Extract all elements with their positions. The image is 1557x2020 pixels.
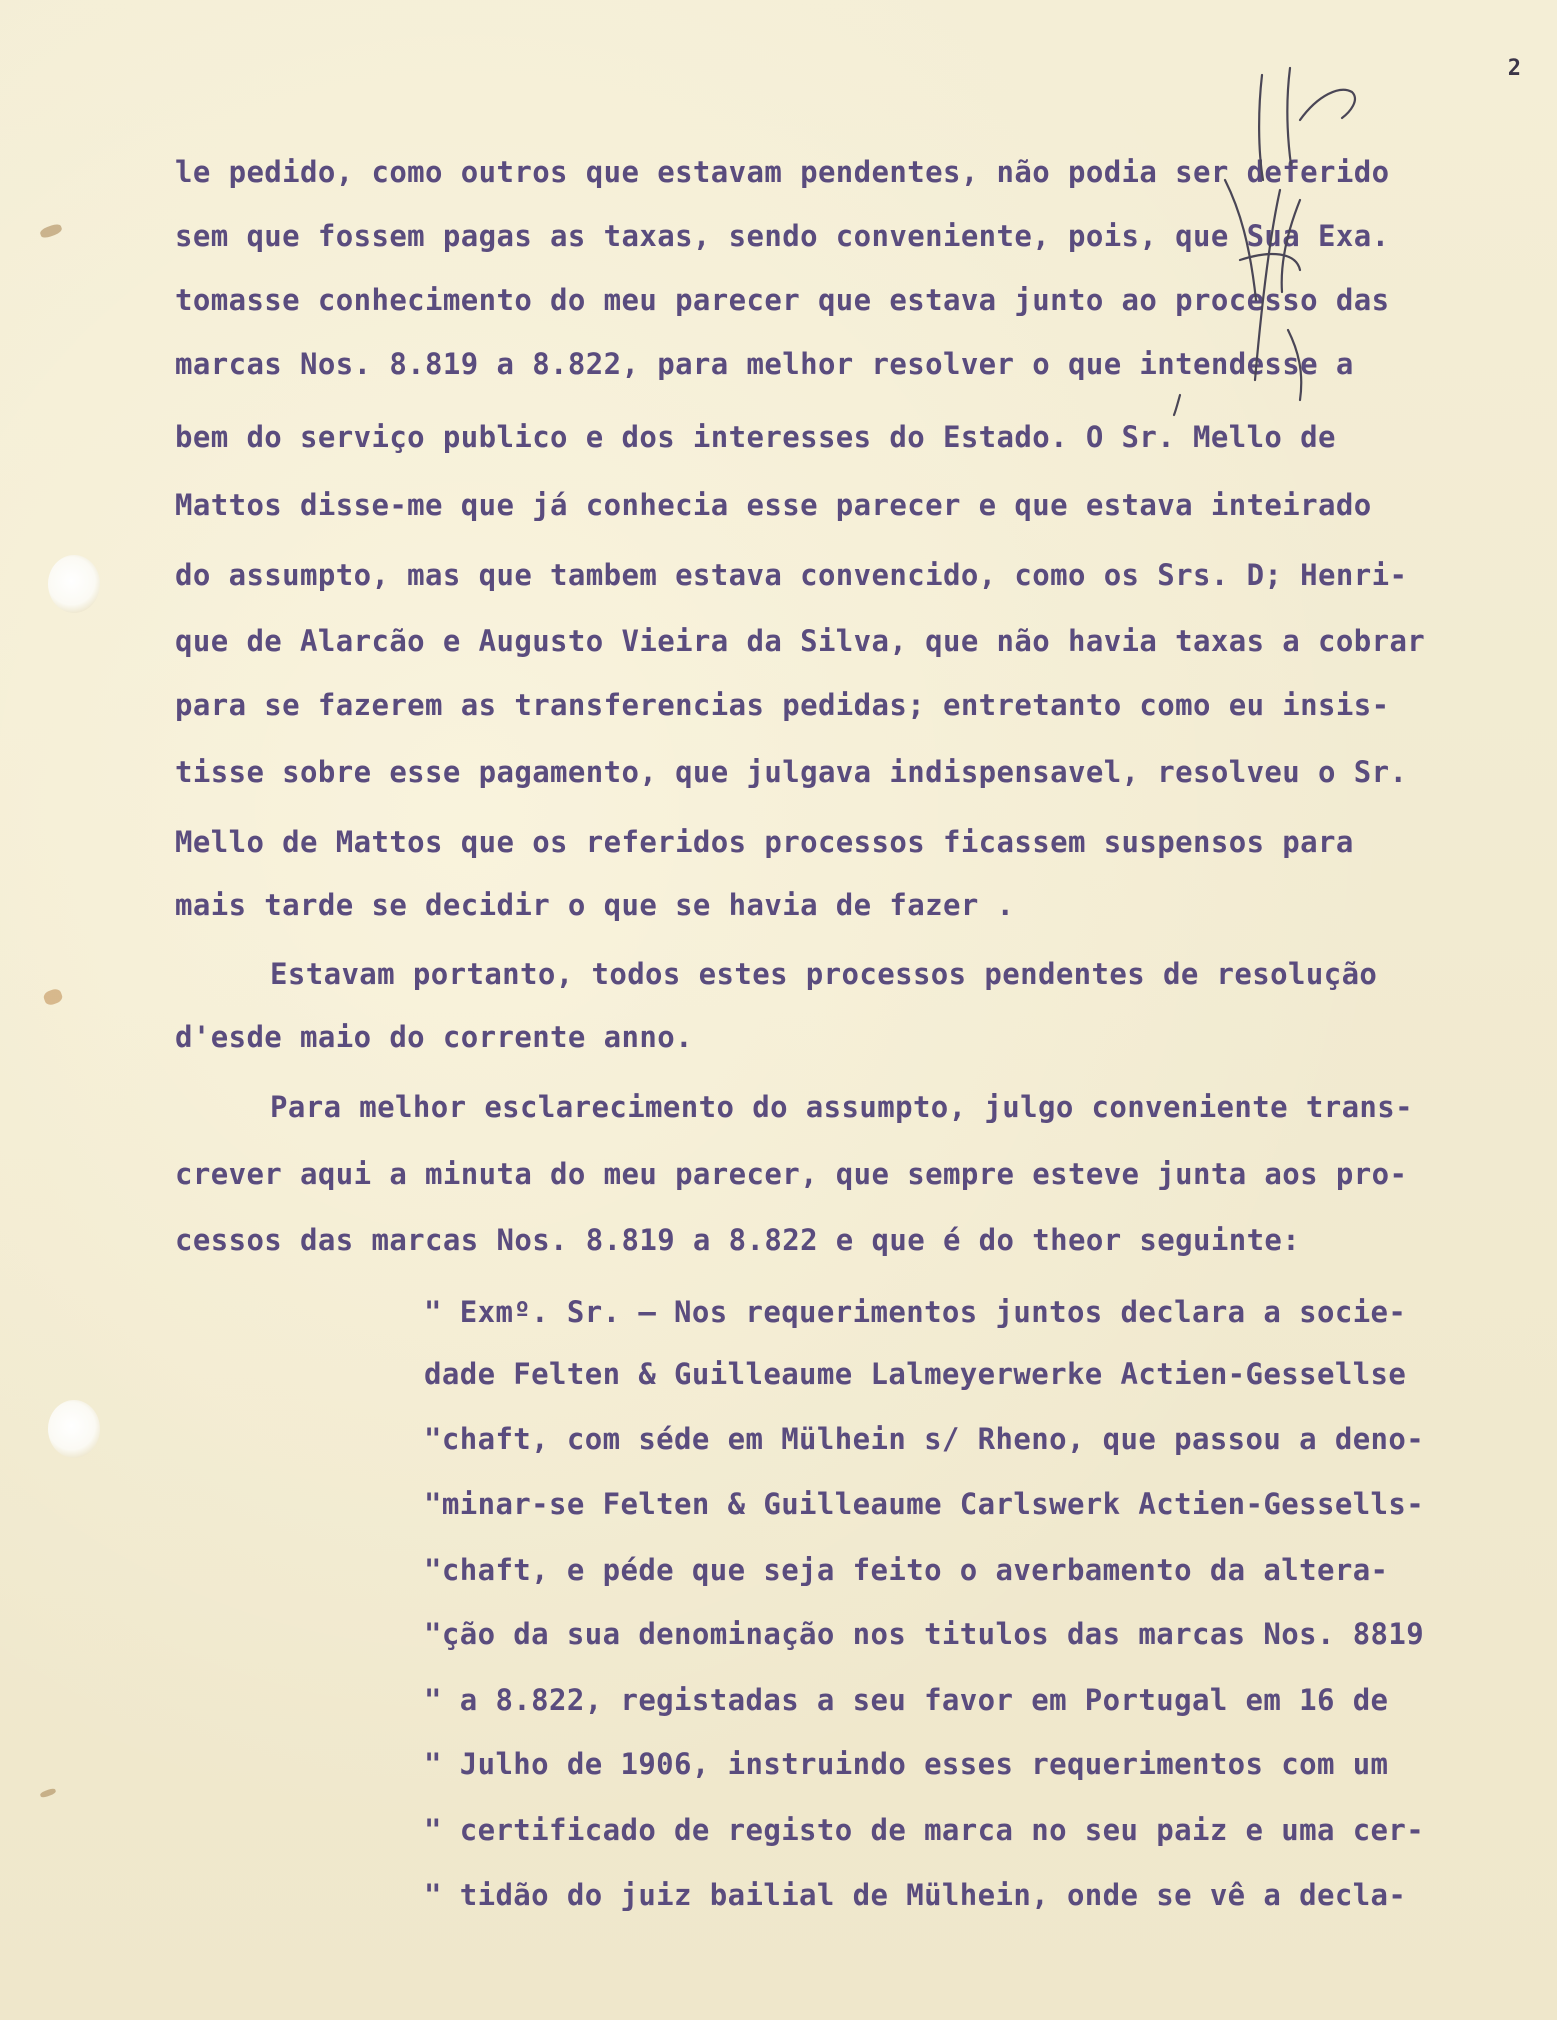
text-line: para se fazerem as transferencias pedidas; entretanto como eu insis- — [175, 688, 1390, 722]
text-line: crever aqui a minuta do meu parecer, que sempre esteve junta aos pro- — [175, 1157, 1408, 1191]
text-line: " Exmº. Sr. — Nos requerimentos juntos declara a socie- — [424, 1295, 1407, 1329]
text-line: tisse sobre esse pagamento, que julgava indispensavel, resolveu o Sr. — [175, 755, 1408, 789]
text-line: " tidão do juiz bailial de Mülhein, onde se vê a decla- — [424, 1878, 1407, 1912]
text-line: do assumpto, mas que tambem estava convencido, como os Srs. D; Henri- — [175, 558, 1408, 592]
text-line: " certificado de registo de marca no seu paiz e uma cer- — [424, 1813, 1425, 1847]
text-line: Mello de Mattos que os referidos processos ficassem suspensos para — [175, 825, 1354, 859]
text-line: Para melhor esclarecimento do assumpto, julgo conveniente trans- — [270, 1090, 1414, 1124]
text-line: marcas Nos. 8.819 a 8.822, para melhor resolver o que intendesse a — [175, 347, 1354, 381]
text-line: cessos das marcas Nos. 8.819 a 8.822 e que é do theor seguinte: — [175, 1223, 1301, 1257]
text-line: "chaft, e péde que seja feito o averbamento da altera- — [424, 1553, 1389, 1587]
text-line: le pedido, como outros que estavam pendentes, não podia ser deferido — [175, 155, 1390, 189]
text-line: bem do serviço publico e dos interesses do Estado. O Sr. Mello de — [175, 420, 1336, 454]
text-line: "minar-se Felten & Guilleaume Carlswerk Actien-Gessells- — [424, 1487, 1425, 1521]
text-line: "ção da sua denominação nos titulos das marcas Nos. 8819 — [424, 1617, 1425, 1651]
text-line: que de Alarcão e Augusto Vieira da Silva, que não havia taxas a cobrar — [175, 624, 1426, 658]
text-line: tomasse conhecimento do meu parecer que estava junto ao processo das — [175, 283, 1390, 317]
page-number: 2 — [1507, 56, 1521, 81]
text-line: mais tarde se decidir o que se havia de fazer . — [175, 888, 1015, 922]
text-line: d'esde maio do corrente anno. — [175, 1020, 693, 1054]
text-line: "chaft, com séde em Mülhein s/ Rheno, que passou a deno- — [424, 1422, 1425, 1456]
text-line: " Julho de 1906, instruindo esses requerimentos com um — [424, 1747, 1389, 1781]
text-line: dade Felten & Guilleaume Lalmeyerwerke Actien-Gessellse — [424, 1357, 1407, 1391]
text-line: sem que fossem pagas as taxas, sendo conveniente, pois, que Sua Exa. — [175, 219, 1390, 253]
text-line: Estavam portanto, todos estes processos pendentes de resolução — [270, 957, 1378, 991]
text-line: Mattos disse-me que já conhecia esse parecer e que estava inteirado — [175, 488, 1372, 522]
text-line: " a 8.822, registadas a seu favor em Portugal em 16 de — [424, 1683, 1389, 1717]
